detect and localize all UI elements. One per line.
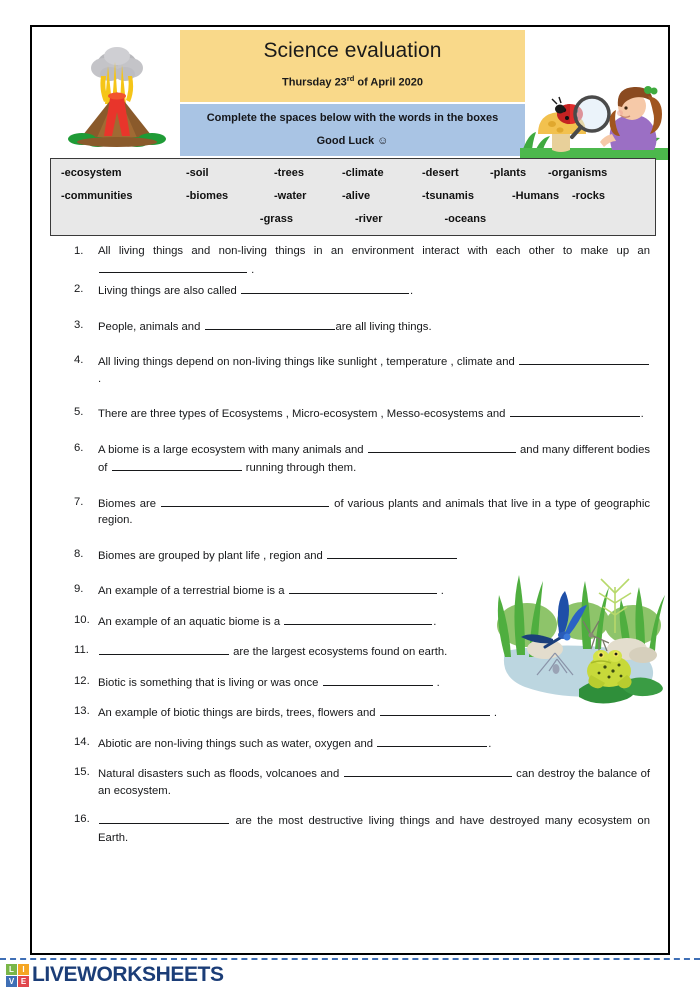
- word-bank-word: -climate: [342, 167, 384, 179]
- question-item: [74, 546, 650, 565]
- answer-blank[interactable]: [380, 703, 490, 716]
- question-text: All living things depend on non-living things like sunlight , temperature , climate and .: [98, 352, 650, 387]
- answer-blank[interactable]: [289, 581, 437, 594]
- answer-blank[interactable]: [99, 260, 247, 273]
- question-text: Biotic is something that is living or was once .: [98, 673, 650, 692]
- question-item: [74, 734, 650, 753]
- magnifying-glass-icon: [572, 97, 609, 137]
- instruction-text: Complete the spaces below with the words in the boxes: [206, 112, 499, 124]
- title-band: [180, 30, 525, 102]
- question-number: 12.: [74, 674, 90, 687]
- word-bank-word: -desert: [422, 167, 459, 179]
- instruction-band: [180, 104, 525, 156]
- questions-list: [74, 243, 650, 858]
- word-bank-word: -soil: [186, 167, 209, 179]
- answer-blank[interactable]: [323, 673, 433, 686]
- answer-blank[interactable]: [112, 458, 242, 471]
- word-bank-word: -plants: [490, 167, 527, 179]
- logo-tile-l: L: [6, 964, 17, 975]
- answer-blank[interactable]: [327, 546, 457, 559]
- question-item: [74, 440, 650, 477]
- word-bank-word: -Humans: [512, 190, 560, 202]
- question-item: [74, 581, 650, 600]
- question-text: Biomes are grouped by plant life , region and: [98, 546, 650, 565]
- logo-tiles: [6, 964, 29, 987]
- logo-tile-i: I: [18, 964, 29, 975]
- question-number: 16.: [74, 813, 90, 825]
- question-text: A biome is a large ecosystem with many animals and and many different bodies of running through them.: [98, 440, 650, 477]
- question-number: 1.: [74, 245, 84, 257]
- question-item: [74, 642, 650, 661]
- question-text: Natural disasters such as floods, volcanoes and can destroy the balance of an ecosystem.: [98, 764, 650, 799]
- word-bank-word: -oceans: [444, 213, 487, 225]
- answer-blank[interactable]: [205, 317, 335, 330]
- answer-blank[interactable]: [519, 352, 649, 365]
- volcano-illustration: [60, 32, 175, 152]
- question-item: [74, 352, 650, 387]
- worksheet-page: [30, 25, 670, 955]
- question-number: 4.: [74, 354, 84, 366]
- word-bank-word: -rocks: [572, 190, 606, 202]
- question-number: 13.: [74, 705, 90, 717]
- word-bank-word: -trees: [274, 167, 304, 179]
- word-bank-word: -organisms: [548, 167, 608, 179]
- question-number: 15.: [74, 766, 90, 778]
- answer-blank[interactable]: [510, 404, 640, 417]
- question-text: There are three types of Ecosystems , Micro-ecosystem , Messo-ecosystems and .: [98, 404, 650, 423]
- question-item: [74, 494, 650, 529]
- question-number: 5.: [74, 406, 84, 418]
- word-bank-word: -biomes: [186, 190, 229, 202]
- question-number: 10.: [74, 613, 90, 626]
- answer-blank[interactable]: [241, 281, 409, 294]
- word-bank-word: -grass: [259, 213, 293, 225]
- good-luck-text: Good Luck ☺: [316, 135, 389, 147]
- word-bank-row: [61, 212, 645, 226]
- word-bank: [50, 158, 656, 236]
- question-item: [74, 673, 650, 692]
- volcano-smoke: [91, 47, 143, 81]
- word-bank-word: -alive: [342, 190, 371, 202]
- word-bank-word: -water: [274, 190, 307, 202]
- word-bank-row: [61, 166, 645, 180]
- footer-divider: [0, 958, 700, 960]
- question-text: Abiotic are non-living things such as water, oxygen and .: [98, 734, 650, 753]
- word-bank-row: [61, 189, 645, 203]
- answer-blank[interactable]: [284, 612, 432, 625]
- question-number: 9.: [74, 583, 84, 595]
- question-number: 6.: [74, 441, 84, 454]
- question-item: [74, 764, 650, 799]
- question-number: 2.: [74, 283, 84, 295]
- question-item: [74, 811, 650, 846]
- question-text: are the most destructive living things and have destroyed many ecosystem on Earth.: [98, 811, 650, 846]
- answer-blank[interactable]: [368, 440, 516, 453]
- question-number: 7.: [74, 495, 84, 508]
- question-item: [74, 281, 650, 300]
- question-text: Biomes are of various plants and animals that live in a type of geographic region.: [98, 494, 650, 529]
- question-text: Living things are also called .: [98, 281, 650, 300]
- question-text: An example of an aquatic biome is a .: [98, 612, 650, 631]
- answer-blank[interactable]: [377, 734, 487, 747]
- question-item: [74, 317, 650, 336]
- answer-blank[interactable]: [99, 811, 229, 824]
- logo-tile-v: V: [6, 976, 17, 987]
- question-item: [74, 703, 650, 722]
- word-bank-word: -communities: [61, 190, 133, 202]
- question-item: [74, 243, 650, 278]
- logo-wordmark: LIVEWORKSHEETS: [32, 963, 224, 986]
- answer-blank[interactable]: [99, 642, 229, 655]
- question-text: An example of a terrestrial biome is a .: [98, 581, 650, 600]
- question-number: 3.: [74, 318, 84, 331]
- question-item: [74, 612, 650, 631]
- page-title: Science evaluation: [263, 39, 442, 62]
- word-bank-word: -ecosystem: [61, 167, 122, 179]
- answer-blank[interactable]: [161, 494, 329, 507]
- question-text: An example of biotic things are birds, trees, flowers and .: [98, 703, 650, 722]
- question-number: 8.: [74, 547, 84, 560]
- question-text: All living things and non-living things in an environment interact with each other to make up an .: [98, 245, 650, 276]
- question-text: are the largest ecosystems found on earth.: [98, 642, 650, 661]
- logo-tile-e: E: [18, 976, 29, 987]
- question-number: 14.: [74, 735, 90, 748]
- liveworksheets-logo[interactable]: [6, 963, 224, 987]
- word-bank-word: -river: [354, 213, 383, 225]
- worksheet-date: Thursday 23rd of April 2020: [282, 74, 423, 89]
- question-text: People, animals and are all living things.: [98, 317, 650, 336]
- answer-blank[interactable]: [344, 764, 512, 777]
- worksheet-header: [32, 27, 668, 157]
- girl-scientist-illustration: [520, 82, 668, 160]
- question-item: [74, 404, 650, 423]
- question-number: 11.: [74, 644, 89, 656]
- word-bank-word: -tsunamis: [422, 190, 474, 202]
